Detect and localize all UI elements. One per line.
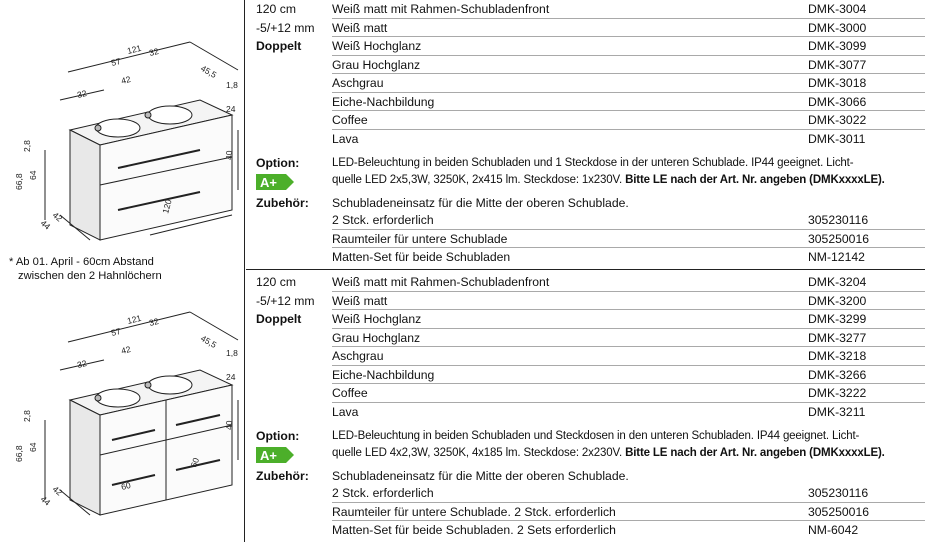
variant-name: Aschgrau <box>332 349 384 363</box>
accessory-code: 305230116 <box>808 486 869 500</box>
cabinet-drawing-2 <box>0 290 245 540</box>
variant-code: DMK-3277 <box>808 330 867 345</box>
dim-label: 32 <box>76 87 88 100</box>
variant-name: Weiß matt <box>332 20 388 35</box>
accessory-name: Raumteiler für untere Schublade. 2 Stck. erforderlich <box>332 504 616 519</box>
accessory-row <box>246 521 925 540</box>
type-label: Doppelt <box>256 39 302 53</box>
dim-label: 40 <box>224 150 234 160</box>
dim-label: 60 <box>188 456 202 469</box>
product-section-2 <box>246 271 925 542</box>
option-note: Bitte LE nach der Art. Nr. angeben (DMKxxxxLE). <box>625 174 885 186</box>
footnote-line-1: * Ab 01. April - 60cm Abstand <box>9 256 154 268</box>
variant-row <box>246 19 925 38</box>
variant-code: DMK-3299 <box>808 312 867 326</box>
variant-code: DMK-3000 <box>808 20 867 35</box>
variant-name: Coffee <box>332 386 368 400</box>
dim-label: 42 <box>120 73 132 86</box>
dim-label: 45,5 <box>199 63 219 81</box>
variant-name: Weiß matt mit Rahmen-Schubladenfront <box>332 2 550 16</box>
type-label: Doppelt <box>256 312 302 326</box>
size-label: 120 cm <box>256 275 296 289</box>
footnote-line-2: zwischen den 2 Hahnlöchern <box>18 270 162 282</box>
tolerance-label: -5/+12 mm <box>256 20 315 35</box>
variant-row <box>246 403 925 422</box>
drawings-column <box>0 0 245 542</box>
product-section-1 <box>246 0 925 270</box>
dim-label: 1,8 <box>226 348 238 358</box>
cabinet-drawing-1 <box>0 10 245 250</box>
variant-row <box>246 310 925 329</box>
accessory-name: 2 Stck. erforderlich <box>332 486 434 500</box>
variant-name: Coffee <box>332 113 368 127</box>
accessory-name: Raumteiler für untere Schublade <box>332 231 508 246</box>
option-label: Option: <box>256 429 300 443</box>
variant-code: DMK-3266 <box>808 367 867 382</box>
accessory-code: NM-12142 <box>808 250 865 264</box>
accessory-code: 305250016 <box>808 231 870 246</box>
tolerance-label: -5/+12 mm <box>256 293 315 308</box>
dim-label: 120 <box>160 198 174 215</box>
dim-label: 66,8 <box>14 173 24 190</box>
dim-label: 44 <box>38 493 53 508</box>
accessory-name: Matten-Set für beide Schubladen <box>332 250 511 264</box>
variant-row <box>246 56 925 75</box>
variant-row <box>246 329 925 348</box>
dim-label: 57 <box>110 325 122 338</box>
dim-label: 32 <box>76 357 88 370</box>
accessory-intro-row <box>246 194 925 213</box>
accessory-name: 2 Stck. erforderlich <box>332 213 434 227</box>
variant-row <box>246 37 925 56</box>
variant-name: Eiche-Nachbildung <box>332 367 435 382</box>
dim-label: 40 <box>224 420 234 430</box>
size-label: 120 cm <box>256 2 296 16</box>
dim-label: 64 <box>28 170 38 180</box>
dim-label: 121 <box>126 312 143 326</box>
variant-code: DMK-3218 <box>808 349 867 363</box>
variant-row <box>246 130 925 149</box>
dim-label: 42 <box>50 209 65 224</box>
accessory-row <box>246 503 925 522</box>
dim-label: 64 <box>28 442 38 452</box>
option-line-2: quelle LED 2x5,3W, 3250K, 2x415 lm. Steckdose: 1x230V. <box>332 174 623 186</box>
variant-row <box>246 384 925 403</box>
accessory-code: NM-6042 <box>808 523 859 537</box>
accessory-row <box>246 248 925 267</box>
option-text <box>332 155 922 189</box>
variant-name: Lava <box>332 131 359 146</box>
variant-row <box>246 273 925 292</box>
dim-label: 66,8 <box>14 445 24 462</box>
dim-label: 42 <box>50 483 65 498</box>
option-line-1: LED-Beleuchtung in beiden Schubladen und 1 Steckdose in der unteren Schublade. IP44 geeignet. Licht- <box>332 157 854 169</box>
dim-label: 57 <box>110 55 122 68</box>
dim-label: 32 <box>148 315 160 328</box>
variant-row <box>246 0 925 19</box>
variant-name: Weiß matt <box>332 293 388 308</box>
variant-code: DMK-3077 <box>808 57 867 72</box>
dim-label: 32 <box>148 45 160 58</box>
energy-class: A+ <box>260 175 277 190</box>
variant-row <box>246 292 925 311</box>
dim-label: 24 <box>226 372 236 382</box>
accessory-intro-row <box>246 467 925 486</box>
variant-code: DMK-3099 <box>808 39 867 53</box>
variant-row <box>246 111 925 130</box>
dim-label: 42 <box>120 343 132 356</box>
accessory-label: Zubehör: <box>256 469 309 483</box>
variant-row <box>246 366 925 385</box>
footnote <box>9 255 234 283</box>
variant-name: Eiche-Nachbildung <box>332 94 435 109</box>
variant-code: DMK-3200 <box>808 293 867 308</box>
variant-name: Grau Hochglanz <box>332 330 421 345</box>
accessory-code: 305230116 <box>808 213 869 227</box>
variant-code: DMK-3018 <box>808 76 867 90</box>
dim-label: 121 <box>126 42 143 56</box>
variant-code: DMK-3011 <box>808 131 866 146</box>
variant-row <box>246 93 925 112</box>
dim-label: 44 <box>38 217 53 232</box>
variant-row <box>246 347 925 366</box>
dim-label: 1,8 <box>226 80 238 90</box>
variant-name: Weiß matt mit Rahmen-Schubladenfront <box>332 275 550 289</box>
energy-label-badge <box>256 174 294 190</box>
accessory-intro: Schubladeneinsatz für die Mitte der oberen Schublade. <box>332 469 629 483</box>
variant-name: Weiß Hochglanz <box>332 312 422 326</box>
variant-code: DMK-3004 <box>808 2 867 16</box>
variant-code: DMK-3211 <box>808 404 866 419</box>
variant-name: Grau Hochglanz <box>332 57 421 72</box>
variant-code: DMK-3222 <box>808 386 867 400</box>
variant-code: DMK-3022 <box>808 113 867 127</box>
variant-row <box>246 74 925 93</box>
dim-label: 2,8 <box>22 140 32 152</box>
dim-label: 60 <box>120 479 132 492</box>
dim-label: 24 <box>226 104 236 114</box>
accessory-code: 305250016 <box>808 504 870 519</box>
variant-code: DMK-3066 <box>808 94 867 109</box>
dim-label: 45,5 <box>199 333 219 351</box>
accessory-row <box>246 230 925 249</box>
option-text <box>332 428 922 462</box>
option-line-2: quelle LED 4x2,3W, 3250K, 4x185 lm. Steckdose: 2x230V. <box>332 447 623 459</box>
variant-name: Weiß Hochglanz <box>332 39 422 53</box>
accessory-row <box>246 484 925 503</box>
dim-label: 2,8 <box>22 410 32 422</box>
option-note: Bitte LE nach der Art. Nr. angeben (DMKxxxxLE). <box>625 447 885 459</box>
variant-code: DMK-3204 <box>808 275 867 289</box>
accessory-intro: Schubladeneinsatz für die Mitte der oberen Schublade. <box>332 196 629 210</box>
accessory-name: Matten-Set für beide Schubladen. 2 Sets erforderlich <box>332 523 616 537</box>
accessory-label: Zubehör: <box>256 196 309 210</box>
energy-class: A+ <box>260 448 277 463</box>
option-label: Option: <box>256 156 300 170</box>
option-line-1: LED-Beleuchtung in beiden Schubladen und Steckdosen in den unteren Schubladen. IP44 geeignet. Licht- <box>332 430 860 442</box>
variant-name: Aschgrau <box>332 76 384 90</box>
energy-label-badge <box>256 447 294 463</box>
accessory-row <box>246 211 925 230</box>
variant-name: Lava <box>332 404 359 419</box>
